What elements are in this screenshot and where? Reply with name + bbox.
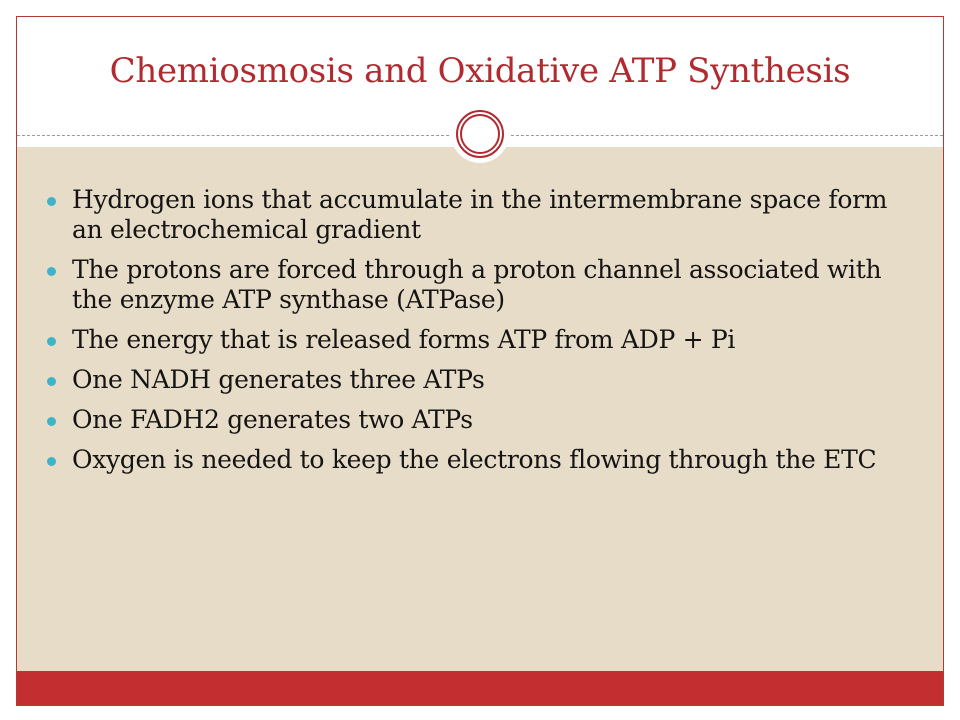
bullet-list xyxy=(45,185,925,485)
bullet-text: One NADH generates three ATPs xyxy=(72,365,485,394)
bullet-dot-icon xyxy=(47,377,56,386)
slide xyxy=(16,16,944,706)
bullet-text: Hydrogen ions that accumulate in the intermembrane space form an electrochemical gradient xyxy=(72,185,888,244)
bullet-item xyxy=(45,325,925,355)
inner-ring xyxy=(460,114,500,154)
bullet-dot-icon xyxy=(47,337,56,346)
double-circle-icon xyxy=(451,105,509,163)
bullet-text: Oxygen is needed to keep the electrons flowing through the ETC xyxy=(72,445,877,474)
bullet-dot-icon xyxy=(47,457,56,466)
bullet-dot-icon xyxy=(47,197,56,206)
bullet-text: The protons are forced through a proton channel associated with the enzyme ATP synthase (ATPase) xyxy=(72,255,882,314)
bullet-dot-icon xyxy=(47,267,56,276)
bullet-item xyxy=(45,405,925,435)
slide-title: Chemiosmosis and Oxidative ATP Synthesis xyxy=(109,51,851,91)
footer-bar xyxy=(17,671,943,705)
bullet-item xyxy=(45,185,925,245)
bullet-item xyxy=(45,445,925,475)
bullet-text: The energy that is released forms ATP from ADP + Pi xyxy=(72,325,736,354)
bullet-text: One FADH2 generates two ATPs xyxy=(72,405,473,434)
bullet-item xyxy=(45,255,925,315)
bullet-item xyxy=(45,365,925,395)
bullet-dot-icon xyxy=(47,417,56,426)
